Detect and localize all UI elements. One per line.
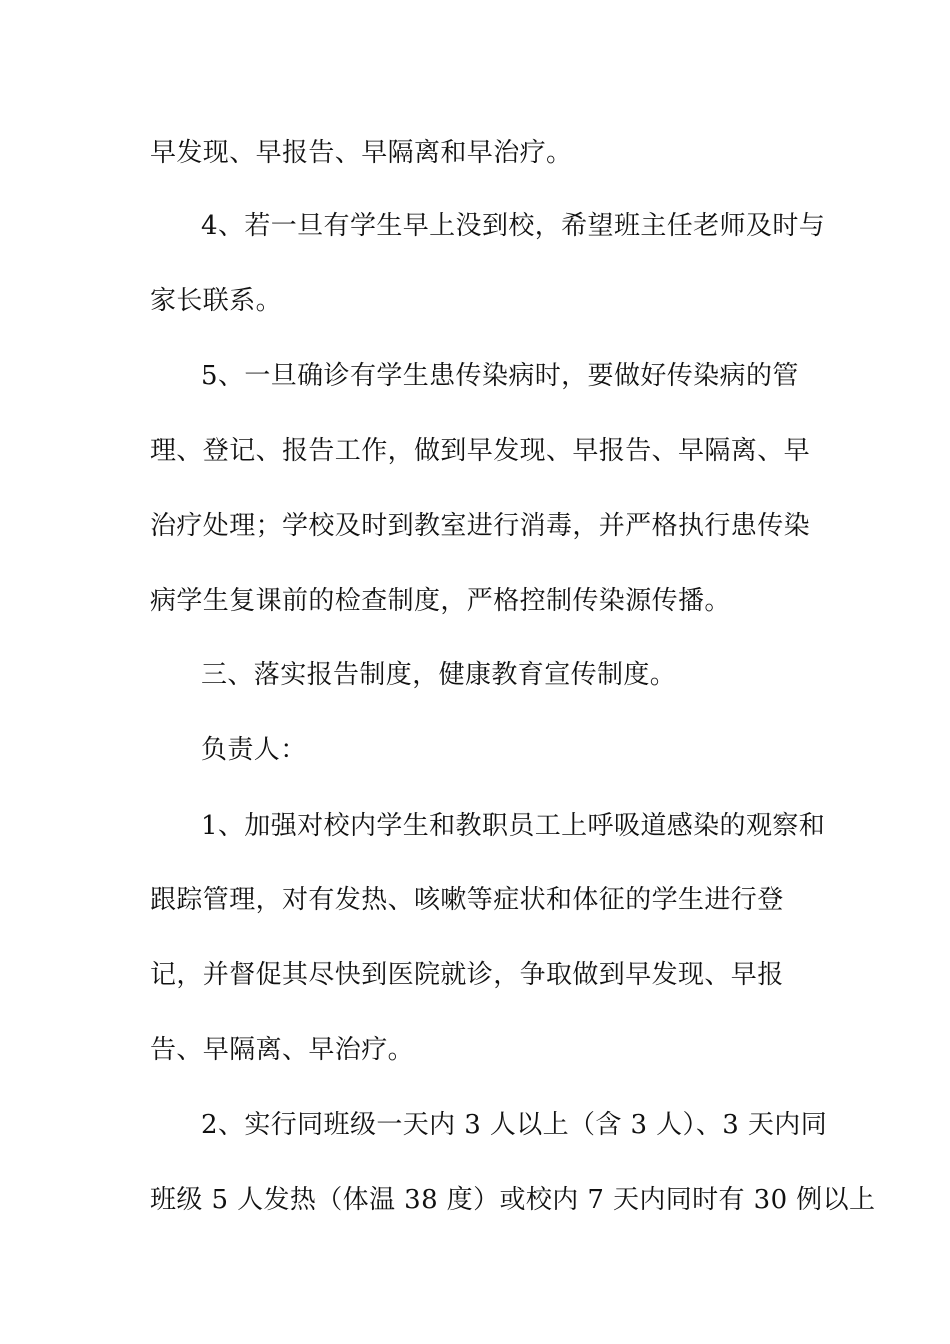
text-line: 记，并督促其尽快到医院就诊，争取做到早发现、早报 — [150, 960, 784, 990]
text-line: 病学生复课前的检查制度，严格控制传染源传播。 — [150, 586, 731, 616]
section-heading: 三、落实报告制度，健康教育宣传制度。 — [201, 660, 677, 690]
paragraph-item-4: 4、若一旦有学生早上没到校，希望班主任老师及时与 — [201, 211, 826, 241]
text-line: 治疗处理；学校及时到教室进行消毒，并严格执行患传染 — [150, 511, 811, 541]
paragraph-item-5: 5、一旦确诊有学生患传染病时，要做好传染病的管 — [201, 361, 799, 391]
text-line: 跟踪管理，对有发热、咳嗽等症状和体征的学生进行登 — [150, 885, 784, 915]
text-line: 家长联系。 — [150, 286, 283, 316]
text-line: 早发现、早报告、早隔离和早治疗。 — [150, 138, 573, 168]
text-line: 班级 5 人发热（体温 38 度）或校内 7 天内同时有 30 例以上 — [150, 1185, 876, 1215]
paragraph-item-2: 2、实行同班级一天内 3 人以上（含 3 人）、3 天内同 — [201, 1110, 828, 1140]
text-line: 理、登记、报告工作，做到早发现、早报告、早隔离、早 — [150, 436, 811, 466]
responsible-person-label: 负责人： — [201, 735, 307, 765]
paragraph-item-1: 1、加强对校内学生和教职员工上呼吸道感染的观察和 — [201, 811, 826, 841]
text-line: 告、早隔离、早治疗。 — [150, 1035, 415, 1065]
